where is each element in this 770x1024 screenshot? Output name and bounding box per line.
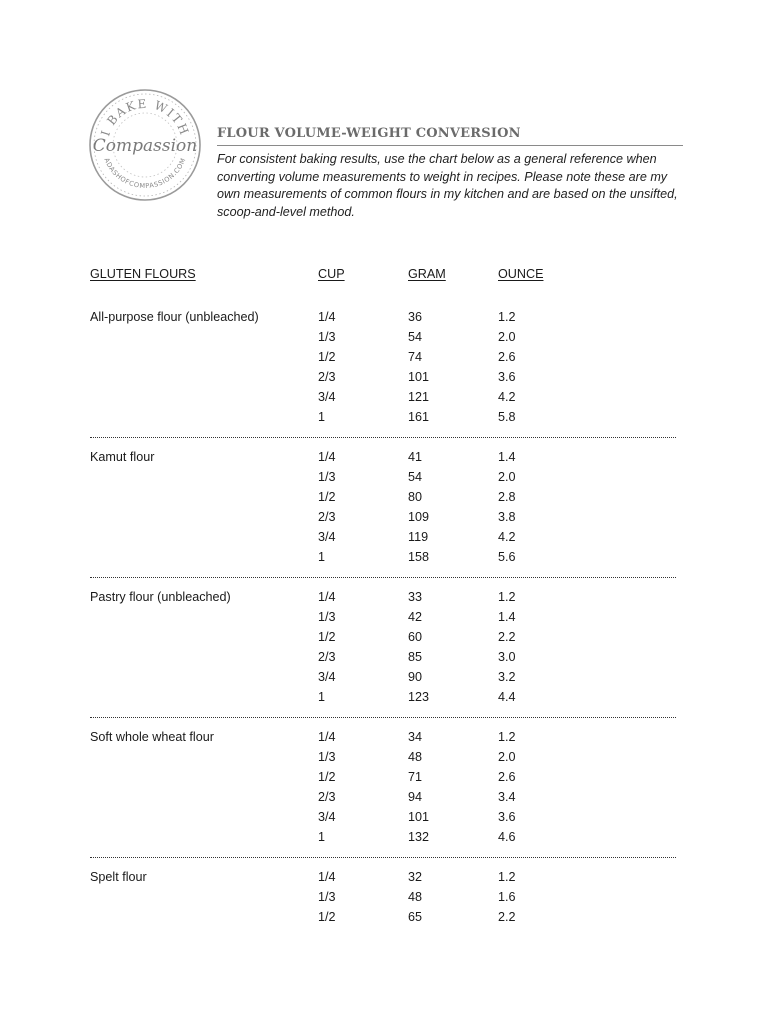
dotted-separator (90, 437, 676, 438)
table-row (90, 687, 680, 707)
ounce-value: 2.2 (498, 630, 516, 644)
table-row (90, 727, 680, 747)
gram-value: 158 (408, 550, 430, 564)
flour-group (90, 587, 680, 707)
cup-value: 1/3 (318, 470, 336, 484)
dotted-separator (90, 717, 676, 718)
ounce-value: 4.2 (498, 390, 516, 404)
gram-value: 48 (408, 890, 423, 904)
cup-value: 1 (318, 550, 326, 564)
ounce-value: 1.4 (498, 450, 516, 464)
ounce-value: 1.2 (498, 730, 516, 744)
stamp-bottom-text: ADASHOFCOMPASSION.COM (102, 156, 188, 191)
ounce-value: 5.8 (498, 410, 516, 424)
cup-value: 3/4 (318, 810, 336, 824)
flour-groups (90, 307, 680, 927)
cup-value: 1/2 (318, 910, 336, 924)
table-row (90, 867, 680, 887)
gram-value: 36 (408, 310, 423, 324)
cup-value: 3/4 (318, 670, 336, 684)
table-row (90, 447, 680, 467)
ounce-value: 4.4 (498, 690, 516, 704)
dotted-separator (90, 577, 676, 578)
cup-value: 2/3 (318, 510, 336, 524)
document-title: FLOUR VOLUME-WEIGHT CONVERSION (217, 126, 683, 146)
cup-value: 1/3 (318, 750, 336, 764)
table-row (90, 327, 680, 347)
table-row (90, 407, 680, 427)
gram-value: 41 (408, 450, 423, 464)
gram-value: 119 (408, 530, 429, 544)
table-row (90, 387, 680, 407)
cup-value: 1 (318, 830, 326, 844)
svg-text:I BAKE WITH (98, 97, 191, 138)
flour-name: Spelt flour (90, 870, 147, 884)
gram-value: 74 (408, 350, 423, 364)
header-gluten-flours: GLUTEN FLOURS (90, 267, 196, 281)
gram-value: 101 (408, 810, 430, 824)
flour-conversion-table (90, 267, 680, 927)
ounce-value: 3.4 (498, 790, 516, 804)
cup-value: 1/4 (318, 590, 336, 604)
gram-value: 132 (408, 830, 430, 844)
compassion-stamp-logo (88, 88, 202, 202)
flour-name: All-purpose flour (unbleached) (90, 310, 259, 324)
ounce-value: 4.2 (498, 530, 516, 544)
cup-value: 1 (318, 410, 326, 424)
ounce-value: 3.6 (498, 370, 516, 384)
ounce-value: 2.0 (498, 330, 516, 344)
header-cup: CUP (318, 267, 345, 281)
gram-value: 101 (408, 370, 430, 384)
ounce-value: 3.0 (498, 650, 516, 664)
ounce-value: 4.6 (498, 830, 516, 844)
table-row (90, 587, 680, 607)
document-header (217, 126, 683, 221)
cup-value: 1/3 (318, 610, 336, 624)
ounce-value: 3.2 (498, 670, 516, 684)
cup-value: 1/4 (318, 730, 336, 744)
flour-group (90, 727, 680, 847)
table-header-row (90, 267, 680, 287)
cup-value: 3/4 (318, 530, 336, 544)
header-gram: GRAM (408, 267, 446, 281)
table-row (90, 547, 680, 567)
stamp-script-text: Compassion (92, 136, 198, 156)
table-row (90, 367, 680, 387)
ounce-value: 2.0 (498, 750, 516, 764)
gram-value: 54 (408, 470, 423, 484)
cup-value: 1/3 (318, 890, 336, 904)
table-row (90, 747, 680, 767)
gram-value: 85 (408, 650, 423, 664)
ounce-value: 1.4 (498, 610, 516, 624)
flour-name: Soft whole wheat flour (90, 730, 214, 744)
ounce-value: 1.2 (498, 590, 516, 604)
ounce-value: 2.6 (498, 350, 516, 364)
cup-value: 1/3 (318, 330, 336, 344)
table-row (90, 907, 680, 927)
stamp-top-text: I BAKE WITH (98, 96, 192, 138)
gram-value: 90 (408, 670, 423, 684)
cup-value: 1/2 (318, 630, 336, 644)
gram-value: 42 (408, 610, 423, 624)
cup-value: 2/3 (318, 650, 336, 664)
table-row (90, 347, 680, 367)
ounce-value: 3.8 (498, 510, 516, 524)
gram-value: 34 (408, 730, 423, 744)
table-row (90, 467, 680, 487)
gram-value: 94 (408, 790, 423, 804)
gram-value: 123 (408, 690, 430, 704)
ounce-value: 1.2 (498, 870, 516, 884)
table-row (90, 807, 680, 827)
gram-value: 33 (408, 590, 423, 604)
table-row (90, 767, 680, 787)
gram-value: 65 (408, 910, 423, 924)
cup-value: 1/4 (318, 310, 336, 324)
svg-text:ADASHOFCOMPASSION.COM (102, 157, 187, 190)
flour-group (90, 307, 680, 427)
cup-value: 1 (318, 690, 326, 704)
gram-value: 60 (408, 630, 423, 644)
intro-paragraph: For consistent baking results, use the chart below as a general reference when converting volume measurements to weight in recipes. Please note these are my own measurements of common flours in my kitchen and are based on the unsifted, scoop-and-level method. (217, 152, 678, 219)
table-row (90, 607, 680, 627)
ounce-value: 2.8 (498, 490, 516, 504)
flour-name: Kamut flour (90, 450, 155, 464)
table-row (90, 307, 680, 327)
cup-value: 1/4 (318, 870, 336, 884)
table-row (90, 887, 680, 907)
ounce-value: 2.2 (498, 910, 516, 924)
cup-value: 3/4 (318, 390, 336, 404)
gram-value: 71 (408, 770, 423, 784)
cup-value: 1/4 (318, 450, 336, 464)
table-row (90, 667, 680, 687)
dotted-separator (90, 857, 676, 858)
ounce-value: 2.0 (498, 470, 516, 484)
table-row (90, 787, 680, 807)
cup-value: 1/2 (318, 770, 336, 784)
gram-value: 109 (408, 510, 430, 524)
table-row (90, 487, 680, 507)
table-row (90, 827, 680, 847)
ounce-value: 5.6 (498, 550, 516, 564)
cup-value: 1/2 (318, 350, 336, 364)
table-row (90, 627, 680, 647)
cup-value: 2/3 (318, 370, 336, 384)
table-row (90, 647, 680, 667)
gram-value: 54 (408, 330, 423, 344)
gram-value: 48 (408, 750, 423, 764)
flour-group (90, 447, 680, 567)
header-ounce: OUNCE (498, 267, 544, 281)
gram-value: 121 (408, 390, 430, 404)
flour-group (90, 867, 680, 927)
gram-value: 32 (408, 870, 423, 884)
flour-name: Pastry flour (unbleached) (90, 590, 231, 604)
ounce-value: 1.6 (498, 890, 516, 904)
gram-value: 161 (408, 410, 430, 424)
ounce-value: 1.2 (498, 310, 516, 324)
table-row (90, 507, 680, 527)
cup-value: 2/3 (318, 790, 336, 804)
ounce-value: 2.6 (498, 770, 516, 784)
table-row (90, 527, 680, 547)
ounce-value: 3.6 (498, 810, 516, 824)
cup-value: 1/2 (318, 490, 336, 504)
gram-value: 80 (408, 490, 423, 504)
